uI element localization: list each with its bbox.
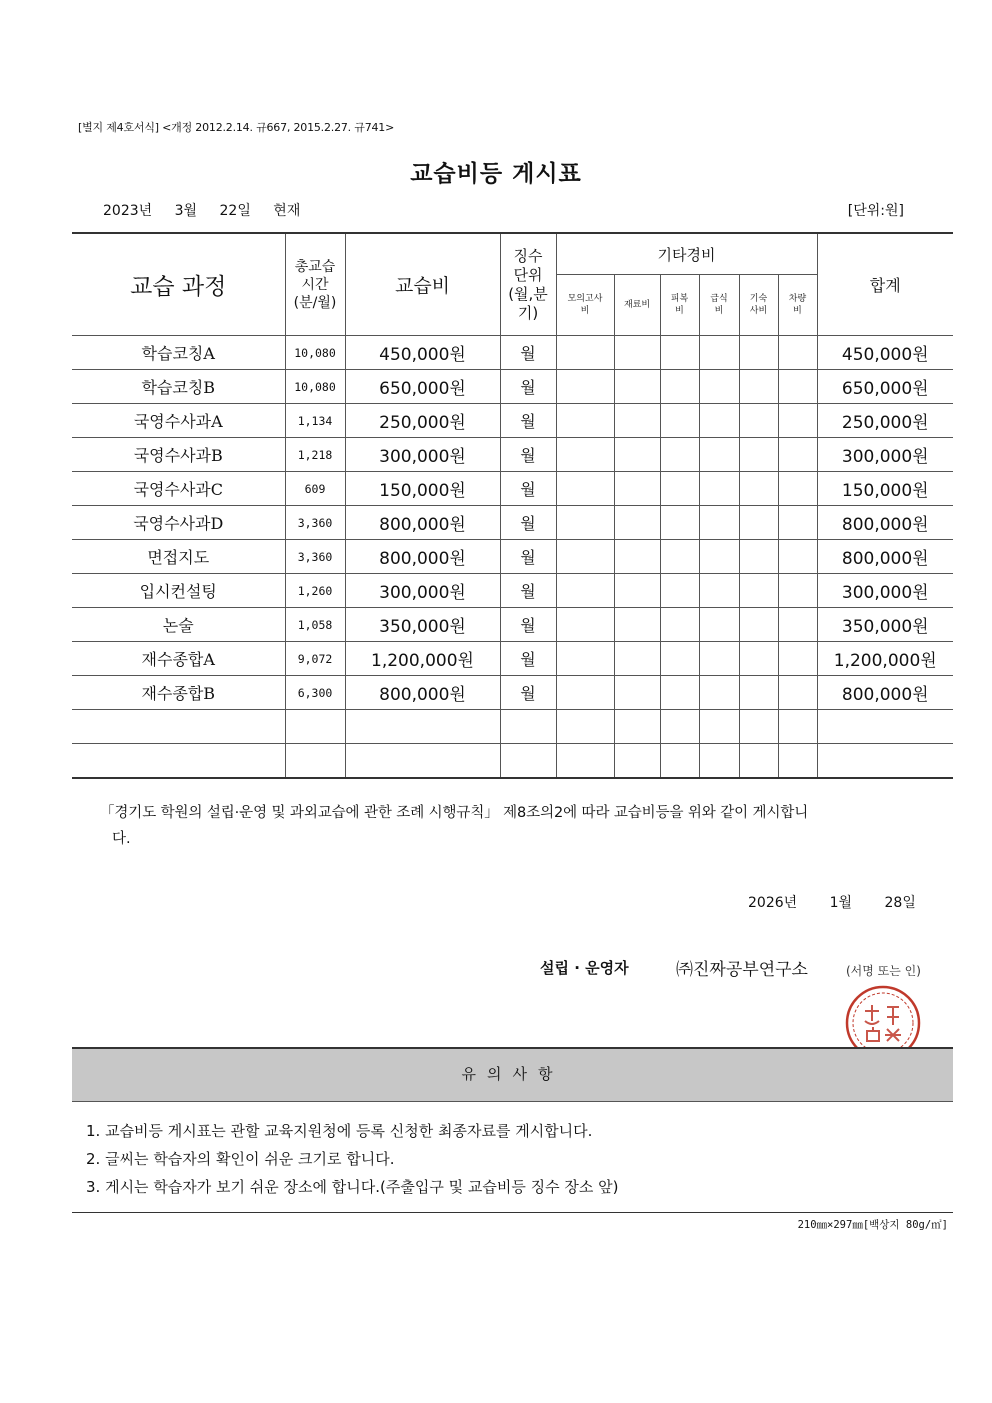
mock-exam-cell	[556, 336, 614, 370]
table-row	[72, 608, 953, 642]
materials-cell	[614, 506, 660, 540]
clothing-cell	[660, 336, 699, 370]
meals-cell	[699, 574, 739, 608]
vehicle-cell	[778, 404, 817, 438]
header-fee: 교습비	[345, 233, 500, 336]
clothing-cell	[660, 744, 699, 779]
meals-cell	[699, 404, 739, 438]
mock-exam-cell	[556, 506, 614, 540]
table-row	[72, 438, 953, 472]
clothing-cell	[660, 370, 699, 404]
table-row	[72, 642, 953, 676]
mock-exam-cell	[556, 438, 614, 472]
total-cell: 300,000원	[817, 438, 953, 472]
materials-cell	[614, 404, 660, 438]
notice-item: 1. 교습비등 게시표는 관할 교육지원청에 등록 신청한 최종자료를 게시합니다.	[86, 1122, 593, 1140]
meals-cell	[699, 710, 739, 744]
meals-cell	[699, 676, 739, 710]
dormitory-cell	[739, 676, 778, 710]
hours-cell: 609	[285, 472, 345, 506]
clothing-cell	[660, 540, 699, 574]
meals-cell	[699, 744, 739, 779]
hours-cell: 1,058	[285, 608, 345, 642]
meals-cell	[699, 608, 739, 642]
header-unit	[500, 233, 556, 336]
table-row	[72, 404, 953, 438]
dormitory-cell	[739, 336, 778, 370]
mock-exam-cell	[556, 676, 614, 710]
fee-cell: 350,000원	[345, 608, 500, 642]
dormitory-cell	[739, 574, 778, 608]
course-cell: 논술	[72, 608, 285, 642]
mock-exam-cell	[556, 540, 614, 574]
fee-cell: 250,000원	[345, 404, 500, 438]
company-name: ㈜진짜공부연구소	[676, 960, 808, 980]
unit-cell: 월	[500, 608, 556, 642]
fee-cell: 450,000원	[345, 336, 500, 370]
hours-cell: 10,080	[285, 370, 345, 404]
fee-cell: 800,000원	[345, 506, 500, 540]
clothing-cell	[660, 676, 699, 710]
unit-cell: 월	[500, 472, 556, 506]
fee-cell: 800,000원	[345, 676, 500, 710]
meals-cell	[699, 370, 739, 404]
fee-cell: 1,200,000원	[345, 642, 500, 676]
header-hours	[285, 233, 345, 336]
unit-cell: 월	[500, 404, 556, 438]
sign-day: 28일	[884, 895, 916, 911]
hours-cell: 1,134	[285, 404, 345, 438]
meals-cell	[699, 336, 739, 370]
meals-cell	[699, 438, 739, 472]
mock-exam-cell	[556, 642, 614, 676]
total-cell: 800,000원	[817, 676, 953, 710]
materials-cell	[614, 540, 660, 574]
table-row	[72, 676, 953, 710]
fee-cell: 300,000원	[345, 574, 500, 608]
table-row	[72, 540, 953, 574]
meals-cell	[699, 540, 739, 574]
notice-title: 유의사항	[461, 1065, 564, 1083]
as-of-date	[103, 200, 318, 220]
legal-notice-line2: 다.	[112, 831, 131, 847]
dormitory-cell	[739, 370, 778, 404]
fee-cell	[345, 710, 500, 744]
mock-exam-cell	[556, 404, 614, 438]
sign-year: 2026년	[748, 895, 798, 911]
table-row	[72, 370, 953, 404]
total-cell: 250,000원	[817, 404, 953, 438]
total-cell: 800,000원	[817, 506, 953, 540]
as-of-day: 22일	[219, 203, 251, 219]
dormitory-cell	[739, 710, 778, 744]
header-hours-l3: (분/월)	[293, 294, 337, 311]
founder-label: 설립 · 운영자	[540, 959, 629, 977]
course-cell: 재수종합A	[72, 642, 285, 676]
unit-cell: 월	[500, 370, 556, 404]
course-cell: 국영수사과D	[72, 506, 285, 540]
unit-cell: 월	[500, 540, 556, 574]
vehicle-cell	[778, 642, 817, 676]
course-cell: 학습코칭A	[72, 336, 285, 370]
table-row	[72, 506, 953, 540]
header-sub-materials	[614, 275, 660, 336]
fee-cell: 800,000원	[345, 540, 500, 574]
total-cell	[817, 744, 953, 779]
course-cell: 국영수사과B	[72, 438, 285, 472]
total-cell: 1,200,000원	[817, 642, 953, 676]
table-row	[72, 710, 953, 744]
hours-cell: 3,360	[285, 506, 345, 540]
header-unit-l3: (월,분	[508, 284, 548, 303]
header-sub-vehicle	[778, 275, 817, 336]
total-cell	[817, 710, 953, 744]
sub-l1: 차량	[788, 294, 807, 304]
hours-cell	[285, 710, 345, 744]
header-course: 교습 과정	[72, 233, 285, 336]
meals-cell	[699, 472, 739, 506]
clothing-cell	[660, 710, 699, 744]
dormitory-cell	[739, 506, 778, 540]
as-of-month: 3월	[174, 203, 198, 219]
clothing-cell	[660, 404, 699, 438]
course-cell: 입시컨설팅	[72, 574, 285, 608]
materials-cell	[614, 336, 660, 370]
mock-exam-cell	[556, 472, 614, 506]
unit-cell: 월	[500, 642, 556, 676]
course-cell: 면접지도	[72, 540, 285, 574]
dormitory-cell	[739, 540, 778, 574]
vehicle-cell	[778, 370, 817, 404]
meals-cell	[699, 642, 739, 676]
clothing-cell	[660, 472, 699, 506]
table-row	[72, 472, 953, 506]
sub-l2: 비	[675, 306, 684, 316]
total-cell: 300,000원	[817, 574, 953, 608]
table-row	[72, 574, 953, 608]
header-total: 합계	[817, 233, 953, 336]
header-sub-clothing	[660, 275, 699, 336]
vehicle-cell	[778, 336, 817, 370]
as-of-suffix: 현재	[273, 203, 301, 219]
header-sub-mock-exam	[556, 275, 614, 336]
total-cell: 450,000원	[817, 336, 953, 370]
header-other-expenses: 기타경비	[556, 233, 817, 275]
header-hours-l2: 시간	[301, 276, 329, 293]
sub-l2: 비	[580, 306, 590, 316]
header-unit-l2: 단위	[513, 265, 543, 284]
table-row	[72, 336, 953, 370]
total-cell: 800,000원	[817, 540, 953, 574]
clothing-cell	[660, 438, 699, 472]
fee-cell: 650,000원	[345, 370, 500, 404]
unit-label: [단위:원]	[847, 203, 904, 219]
total-cell: 650,000원	[817, 370, 953, 404]
sub-l2: 비	[793, 306, 802, 316]
fee-table	[72, 232, 953, 779]
sign-month: 1월	[829, 895, 853, 911]
sub-l2: 사비	[749, 306, 768, 316]
sub-l2: 비	[714, 306, 724, 316]
vehicle-cell	[778, 608, 817, 642]
notice-list	[86, 1117, 618, 1201]
sign-date	[748, 892, 916, 912]
hours-cell: 1,218	[285, 438, 345, 472]
sub-l1: 피복	[670, 294, 689, 304]
clothing-cell	[660, 574, 699, 608]
hours-cell: 6,300	[285, 676, 345, 710]
mock-exam-cell	[556, 744, 614, 779]
unit-cell: 월	[500, 676, 556, 710]
header-unit-l1: 징수	[513, 246, 543, 265]
vehicle-cell	[778, 710, 817, 744]
unit-cell: 월	[500, 574, 556, 608]
materials-cell	[614, 574, 660, 608]
hours-cell: 3,360	[285, 540, 345, 574]
table-row	[72, 744, 953, 779]
vehicle-cell	[778, 506, 817, 540]
clothing-cell	[660, 608, 699, 642]
page-title: 교습비등 게시표	[410, 161, 582, 187]
header-sub-dormitory	[739, 275, 778, 336]
paper-spec: 210㎜×297㎜[백상지 80g/㎡]	[797, 1219, 948, 1231]
course-cell	[72, 744, 285, 779]
vehicle-cell	[778, 438, 817, 472]
materials-cell	[614, 710, 660, 744]
materials-cell	[614, 370, 660, 404]
dormitory-cell	[739, 404, 778, 438]
dormitory-cell	[739, 744, 778, 779]
as-of-year: 2023년	[103, 203, 153, 219]
dormitory-cell	[739, 642, 778, 676]
fee-cell	[345, 744, 500, 779]
unit-cell	[500, 710, 556, 744]
course-cell: 국영수사과A	[72, 404, 285, 438]
hours-cell: 10,080	[285, 336, 345, 370]
sub-l1: 급식	[710, 294, 728, 304]
materials-cell	[614, 472, 660, 506]
clothing-cell	[660, 642, 699, 676]
vehicle-cell	[778, 472, 817, 506]
unit-cell: 월	[500, 438, 556, 472]
unit-cell: 월	[500, 336, 556, 370]
course-cell	[72, 710, 285, 744]
total-cell: 150,000원	[817, 472, 953, 506]
sub-l1: 기숙	[749, 294, 768, 304]
dormitory-cell	[739, 438, 778, 472]
sub-l1: 재료비	[623, 300, 651, 310]
unit-cell	[500, 744, 556, 779]
header-unit-l4: 기)	[517, 303, 539, 322]
signature-note: (서명 또는 인)	[846, 964, 921, 978]
mock-exam-cell	[556, 370, 614, 404]
materials-cell	[614, 608, 660, 642]
sub-l1: 모의고사	[567, 294, 603, 304]
mock-exam-cell	[556, 574, 614, 608]
vehicle-cell	[778, 676, 817, 710]
meals-cell	[699, 506, 739, 540]
legal-notice-line1: 「경기도 학원의 설립·운영 및 과외교습에 관한 조례 시행규칙」 제8조의2에 따라 교습비등을 위와 같이 게시합니	[100, 805, 809, 821]
materials-cell	[614, 642, 660, 676]
dormitory-cell	[739, 472, 778, 506]
fee-cell: 150,000원	[345, 472, 500, 506]
materials-cell	[614, 744, 660, 779]
materials-cell	[614, 676, 660, 710]
dormitory-cell	[739, 608, 778, 642]
total-cell: 350,000원	[817, 608, 953, 642]
course-cell: 재수종합B	[72, 676, 285, 710]
vehicle-cell	[778, 540, 817, 574]
bottom-divider	[72, 1212, 953, 1213]
clothing-cell	[660, 506, 699, 540]
notice-item: 2. 글씨는 학습자의 확인이 쉬운 크기로 합니다.	[86, 1150, 395, 1168]
fee-cell: 300,000원	[345, 438, 500, 472]
hours-cell	[285, 744, 345, 779]
mock-exam-cell	[556, 608, 614, 642]
unit-cell: 월	[500, 506, 556, 540]
header-sub-meals	[699, 275, 739, 336]
materials-cell	[614, 438, 660, 472]
mock-exam-cell	[556, 710, 614, 744]
vehicle-cell	[778, 744, 817, 779]
course-cell: 학습코칭B	[72, 370, 285, 404]
hours-cell: 9,072	[285, 642, 345, 676]
vehicle-cell	[778, 574, 817, 608]
header-hours-l1: 총교습	[294, 258, 336, 275]
hours-cell: 1,260	[285, 574, 345, 608]
course-cell: 국영수사과C	[72, 472, 285, 506]
notice-item: 3. 게시는 학습자가 보기 쉬운 장소에 합니다.(주출입구 및 교습비등 징수 장소 앞)	[86, 1178, 619, 1196]
form-reference: [별지 제4호서식] <개정 2012.2.14. 규667, 2015.2.27. 규741>	[78, 121, 395, 134]
